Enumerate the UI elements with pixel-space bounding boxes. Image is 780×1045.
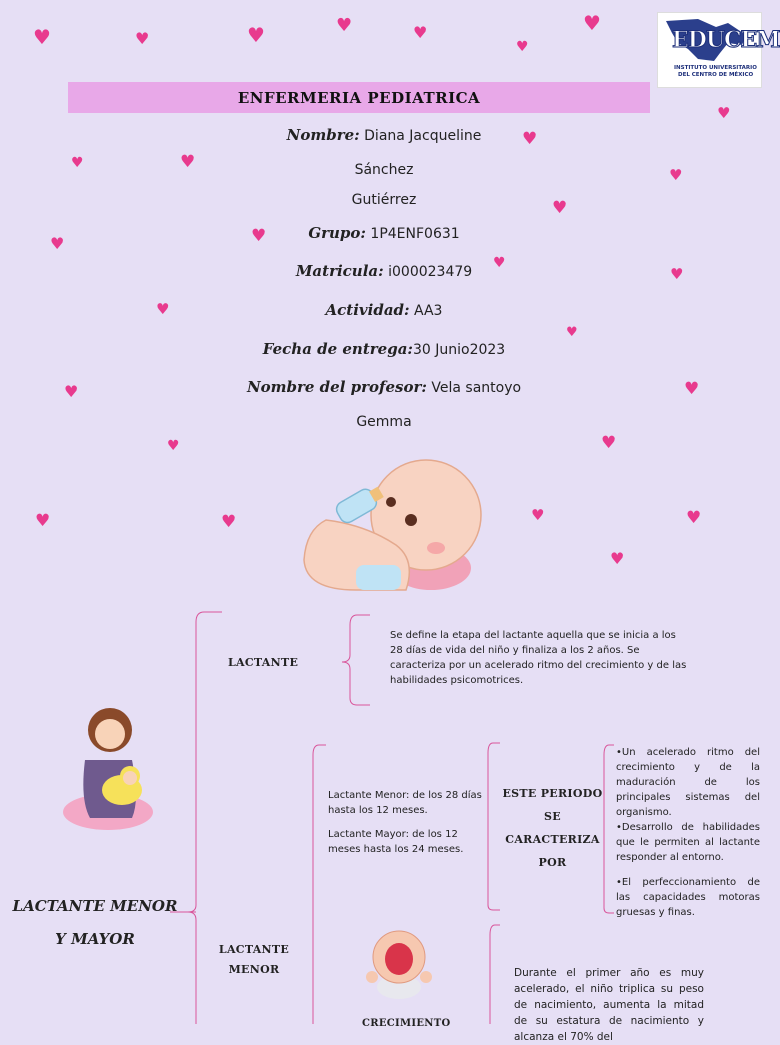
heart-icon: ♥ [251,226,267,246]
heart-icon: ♥ [670,265,684,283]
heart-icon: ♥ [566,325,578,340]
heart-icon: ♥ [413,23,428,42]
crecimiento-label: CRECIMIENTO [362,1018,451,1029]
heart-icon: ♥ [247,23,265,47]
heart-icon: ♥ [522,129,538,149]
profesor-line-2: Gemma [356,414,412,430]
heart-icon: ♥ [493,255,506,271]
nombre-value: Diana Jacqueline [364,128,482,144]
nombre-line-3: Gutiérrez [351,192,417,208]
heart-icon: ♥ [610,549,625,568]
fecha-label: Fecha de entrega: [262,340,413,358]
actividad-label: Actividad: [325,301,410,319]
heart-icon: ♥ [601,433,617,453]
logo-subtitle: INSTITUTO UNIVERSITARIO [674,65,757,71]
profesor-value: Vela santoyo [431,380,522,396]
heart-icon: ♥ [516,39,529,55]
logo-wordmark: EDUCEM [672,27,780,53]
profesor-label: Nombre del profesor: [246,378,427,396]
periodo-label [500,782,605,874]
heart-icon: ♥ [35,511,51,531]
heart-icon: ♥ [531,506,545,524]
lactante-mayor-definition: Lactante Mayor: de los 12 meses hasta los 24 meses. [328,829,464,855]
lactante-menor-label [218,940,290,980]
lactante-label: LACTANTE [228,656,299,669]
heart-icon: ♥ [684,379,700,399]
heart-icon: ♥ [33,25,51,49]
growth-description: Durante el primer año es muy acelerado, el niño triplica su peso de nacimiento, aumenta la mitad de su estatura de nacimiento y alcanza el 70% del [514,967,704,1043]
periodo-label-line-2: CARACTERIZA [505,833,600,846]
heart-icon: ♥ [180,152,196,172]
heart-icon: ♥ [135,29,150,48]
page-title: ENFERMERIA PEDIATRICA [237,88,481,107]
heart-icon: ♥ [336,15,353,36]
periodo-label-line-1: ESTE PERIODO SE [502,787,603,823]
actividad-value: AA3 [414,303,443,319]
heart-icon: ♥ [552,198,568,218]
lactante-menor-label-line-1: LACTANTE [218,943,290,956]
heart-icon: ♥ [64,382,79,401]
nombre-label: Nombre: [286,126,360,144]
logo-subtitle: DEL CENTRO DE MÉXICO [678,72,754,78]
lactante-menor-label-line-2: MENOR [228,963,280,976]
crying-baby-illustration [362,925,437,1000]
periodo-label-line-3: POR [538,856,567,869]
main-topic-title [10,890,180,956]
heart-icon: ♥ [669,166,683,184]
lactante-description: Se define la etapa del lactante aquella que se inicia a los 28 días de vida del niño y finaliza a los 2 años. Se caracteriza por un acelerado ritmo del crecimiento y de las habilidades psicomotrices. [390,630,687,686]
characteristic-item: •Desarrollo de habilidades que le permiten al lactante responder al entorno. [616,822,760,863]
main-title-line-1: LACTANTE MENOR [12,897,178,915]
heart-icon: ♥ [156,300,170,318]
heart-icon: ♥ [221,512,237,532]
main-title-line-2: Y MAYOR [55,930,135,948]
grupo-label: Grupo: [308,224,366,242]
nombre-line-2: Sánchez [354,162,414,178]
characteristic-item: •El perfeccionamiento de las capacidades motoras gruesas y finas. [616,877,760,918]
matricula-value: i000023479 [388,264,473,280]
mother-baby-illustration [60,700,160,835]
matricula-label: Matricula: [295,262,384,280]
heart-icon: ♥ [583,11,601,35]
heart-icon: ♥ [71,155,84,171]
heart-icon: ♥ [167,438,180,454]
heart-icon: ♥ [50,234,65,253]
grupo-value: 1P4ENF0631 [370,226,460,242]
heart-icon: ♥ [717,104,731,122]
heart-icon: ♥ [686,508,702,528]
fecha-value: 30 Junio2023 [412,342,506,358]
lactante-menor-definition: Lactante Menor: de los 28 días hasta los 12 meses. [328,790,482,816]
characteristic-item: •Un acelerado ritmo del crecimiento y de la maduración de los principales sistemas del organismo. [616,747,760,818]
